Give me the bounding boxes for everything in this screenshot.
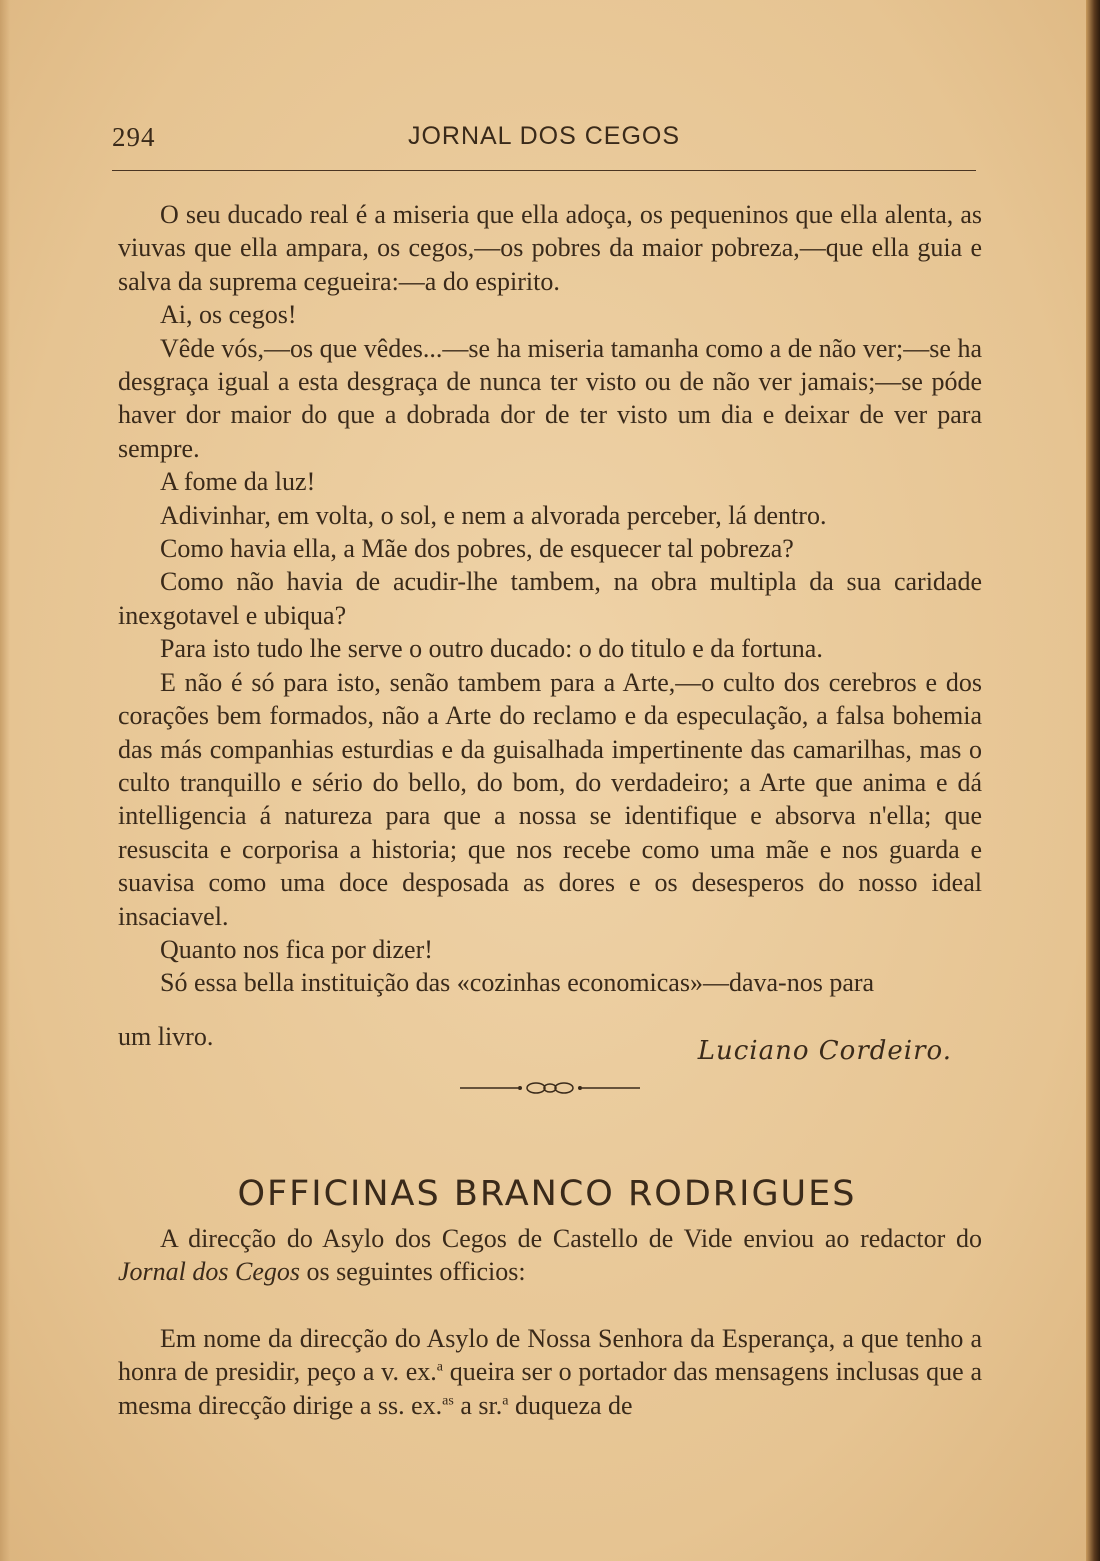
superscript: a (502, 1393, 509, 1409)
author-signature: Luciano Cordeiro. (697, 1036, 952, 1066)
intro-text: os seguintes officios: (300, 1257, 526, 1287)
letter-text: a sr. (453, 1390, 503, 1420)
paragraph: Quanto nos fica por dizer! (160, 934, 433, 964)
page-header (112, 122, 976, 158)
section-title: OFFICINAS BRANCO RODRIGUES (237, 1174, 857, 1215)
closing-line: um livro. (118, 1022, 214, 1051)
section-intro (118, 1222, 982, 1289)
superscript: as (442, 1393, 454, 1409)
letter-text: Em nome da direcção do Asylo de Nossa Senhora da Esperança, a que tenho a honra de presidir, peço a v. ex. (118, 1324, 982, 1387)
paragraph: Para isto tudo lhe serve o outro ducado: o do titulo e da fortuna. (160, 634, 823, 664)
superscript: a (436, 1359, 444, 1375)
page-binding-edge (1086, 0, 1100, 1561)
letter-paragraph (118, 1322, 982, 1422)
letter-text: queira ser o portador das mensagens inclusas que a mesma direcção dirige a ss. ex. (118, 1357, 982, 1420)
intro-text: A direcção do Asylo dos Cegos de Castello de Vide enviou ao redactor do (160, 1224, 982, 1253)
paragraph: Ai, os cegos! (160, 300, 297, 330)
paragraph: O seu ducado real é a miseria que ella adoça, os pequeninos que ella alenta, as viuvas que ella ampara, os cegos,—os pobres da maior pobreza,—que ella guia e salva da suprema cegueira:—a do espirito. (118, 200, 982, 296)
header-rule (112, 170, 976, 171)
letter-text: duqueza de (508, 1390, 633, 1420)
letter-body (118, 1322, 982, 1422)
paragraph: Adivinhar, em volta, o sol, e nem a alvorada perceber, lá dentro. (160, 500, 827, 530)
ornament-divider (460, 1078, 640, 1098)
paragraph: Vêde vós,—os que vêdes...—se ha miseria tamanha como a de não ver;—se ha desgraça igual a esta desgraça de nunca ter visto ou de não ver jamais;—se póde haver dor maior do que a dobrada dor de ter visto um dia e deixar de ver para sempre. (118, 333, 982, 463)
article-body (118, 198, 982, 1000)
intro-paragraph (118, 1222, 982, 1289)
running-title: JORNAL DOS CEGOS (407, 122, 681, 150)
paragraph: Como não havia de acudir-lhe tambem, na obra multipla da sua caridade inexgotavel e ubiqua? (118, 567, 982, 630)
paragraph: E não é só para isto, senão tambem para a Arte,—o culto dos cerebros e dos corações bem formados, não a Arte do reclamo e da especulação, a falsa bohemia das más companhias esturdias e da guisalhada impertinente das camarilhas, mas o culto tranquillo e sério do bello, do bom, do verdadeiro; a Arte que anima e dá intelligencia á natureza para que a nossa se identifique e absorva n'ella; que resuscita e corporisa a historia; que nos recebe como uma mãe e nos guarda e suavisa como uma doce desposada as dores e os desesperos do nosso ideal insaciavel. (118, 667, 982, 931)
paragraph: A fome da luz! (160, 467, 316, 497)
journal-title: Jornal dos Cegos (118, 1257, 300, 1287)
paragraph: Como havia ella, a Mãe dos pobres, de esquecer tal pobreza? (160, 534, 794, 564)
page-left-edge (0, 0, 10, 1561)
paragraph: Só essa bella instituição das «cozinhas economicas»—dava-nos para (160, 968, 875, 998)
signature-row (118, 1022, 982, 1072)
page-number: 294 (112, 122, 156, 152)
